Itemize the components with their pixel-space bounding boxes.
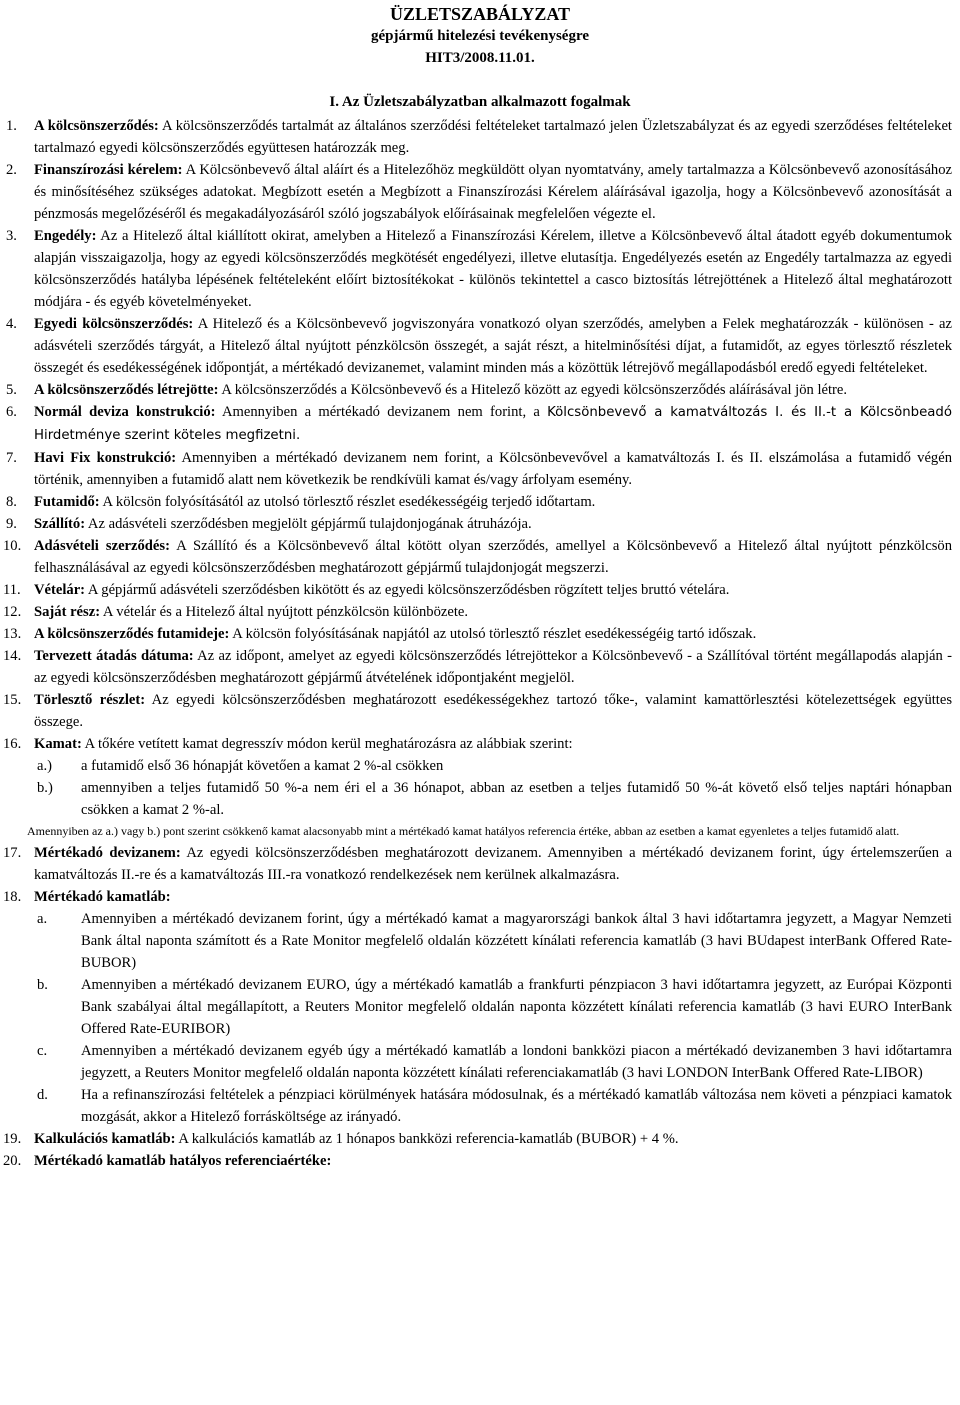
item-text-sans: Kölcsönbevevő a kamatváltozás I. és II.-t a Kölcsönbeadó Hirdetménye szerint köteles megfizetni. xyxy=(34,405,952,443)
item-text: A Hitelező és a Kölcsönbevevő jogviszonyára vonatkozó olyan szerződés, amelyben a Felek meghatározzák - különösen - az adásvételi szerződés tárgyát, a Hitelező által nyújtott pénzkölcsön összegét, a saját részt, a hitelminősítési díjat, a futamidőt, az egyes törlesztő részletek összegét és esedékességének időpontját, a mértékadó devizanemet, valamint minden más a közöttük létrejövő megállapodásból eredő egyedi feltételeket. xyxy=(34,316,952,376)
item-number: 13. xyxy=(3,626,22,642)
definition-item xyxy=(0,447,960,491)
definition-item xyxy=(0,535,960,579)
item-text: Amennyiben a mértékadó devizanem nem forint, a Kölcsönbevevővel a kamatváltozás I. és II. elszámolása a futamidő végén történik, amennyiben a futamidő alatt nem következik be rendkívüli kamat és/vagy árfolyam esemény. xyxy=(34,450,952,488)
definition-item xyxy=(0,842,960,886)
item-term: Finanszírozási kérelem: xyxy=(34,162,183,178)
item-number: 15. xyxy=(3,692,22,708)
definition-item xyxy=(0,886,960,908)
item-term: A kölcsönszerződés létrejötte: xyxy=(34,382,219,398)
definition-item xyxy=(0,401,960,447)
item-number: 14. xyxy=(3,648,22,664)
sub-item-text: Amennyiben a mértékadó devizanem forint, úgy a mértékadó kamat a magyarországi bankok által 3 havi időtartamra jegyzett, a Magyar Nemzeti Bank által naponta számított és a Rate Monitor megfelelő oldalán közzétett kínálati referencia kamatláb (3 havi BUdapest interBank Offered Rate-BUBOR) xyxy=(81,911,952,971)
definition-item xyxy=(0,1128,960,1150)
document-subtitle: gépjármű hitelezési tevékenységre xyxy=(371,28,589,44)
kamatlab-sub-item xyxy=(0,1040,960,1084)
sub-item-label: b. xyxy=(37,977,48,993)
item-number: 2. xyxy=(6,162,17,178)
item-number: 17. xyxy=(3,845,22,861)
sub-item-label: a.) xyxy=(37,758,52,774)
item-text: A kölcsönszerződés a Kölcsönbevevő és a Hitelező között az egyedi kölcsönszerződés aláírásával jön létre. xyxy=(218,382,848,398)
item-text: Amennyiben a mértékadó devizanem nem forint, a xyxy=(215,404,548,420)
kamat-sub-item xyxy=(0,755,960,777)
item-text: A tőkére vetített kamat degresszív módon kerül meghatározásra az alábbiak szerint: xyxy=(81,736,573,752)
item-term: A kölcsönszerződés: xyxy=(34,118,159,134)
definition-item xyxy=(0,645,960,689)
item-term: Adásvételi szerződés: xyxy=(34,538,170,554)
kamatlab-sub-item xyxy=(0,1084,960,1128)
item-number: 19. xyxy=(3,1131,22,1147)
item-term: A kölcsönszerződés futamideje: xyxy=(34,626,230,642)
kamatlab-sub-item xyxy=(0,908,960,974)
definition-item xyxy=(0,1150,960,1172)
definition-item xyxy=(0,513,960,535)
item-number: 11. xyxy=(3,582,21,598)
item-text: Az az időpont, amelyet az egyedi kölcsönszerződés létrejöttekor a Kölcsönbevevő - a Szállítóval történt megállapodás alapján - az egyedi kölcsönszerződésben meghatározott gépjármű átvételének időpontjaként megjelöl. xyxy=(34,648,952,686)
item-text: Az egyedi kölcsönszerződésben meghatározott devizanem. Amennyiben a mértékadó devizanem forint, úgy értelemszerűen a kamatváltozás II.-re és a kamatváltozás III.-ra vonatkozó rendelkezések nem kerülnek alkalmazásra. xyxy=(34,845,953,883)
item-number: 16. xyxy=(3,736,22,752)
item-number: 20. xyxy=(3,1153,22,1169)
definition-item xyxy=(0,159,960,225)
item-term: Szállító: xyxy=(34,516,86,532)
document-title: ÜZLETSZABÁLYZAT xyxy=(389,4,571,24)
item-text: A vételár és a Hitelező által nyújtott pénzkölcsön különbözete. xyxy=(100,604,469,620)
item-number: 7. xyxy=(6,450,17,466)
item-text: A kölcsön folyósításának napjától az utolsó törlesztő részlet esedékességéig tartó időszak. xyxy=(229,626,757,642)
definition-item xyxy=(0,491,960,513)
item-text: A Kölcsönbevevő által aláírt és a Hitelezőhöz megküldött olyan nyomtatvány, amely tartalmazza a Kölcsönbevevő azonosításához és minősítéséhez szükséges adatokat. Megbízott esetén a Megbízott a Finanszírozási Kérelem aláírásával igazolja, hogy a Kölcsönbevevő azonosítását a pénzmosás megelőzéséről és megakadályozásáról szóló jogszabályok előírásainak megfelelően végezte el. xyxy=(34,162,952,222)
kamatlab-sub-item xyxy=(0,974,960,1040)
item-number: 12. xyxy=(3,604,22,620)
sub-item-label: b.) xyxy=(37,780,53,796)
item-text: A Szállító és a Kölcsönbevevő által kötött olyan szerződés, amellyel a Kölcsönbevevő a Hitelező által nyújtott pénzkölcsön felhasználásával az egyedi kölcsönszerződésben meghatározott gépjármű tulajdonjogát megszerzi. xyxy=(34,538,952,576)
sub-item-text: a futamidő első 36 hónapját követően a kamat 2 %-al csökken xyxy=(81,758,444,774)
item-number: 1. xyxy=(6,118,17,134)
section-heading: I. Az Üzletszabályzatban alkalmazott fogalmak xyxy=(329,94,631,110)
kamat-sub-item xyxy=(0,777,960,821)
item-term: Normál deviza konstrukció: xyxy=(34,404,216,420)
sub-item-text: amennyiben a teljes futamidő 50 %-a nem éri el a 36 hónapot, abban az esetben a teljes futamidő 50 %-át követő első teljes naptári hónapban csökken a kamat 2 %-al. xyxy=(81,780,952,818)
sub-item-text: Ha a refinanszírozási feltételek a pénzpiaci körülmények hatására módosulnak, és a mértékadó kamatláb változása nem követi a pénzpiaci kamatok mozgását, akkor a Hitelező forrásköltsége az irányadó. xyxy=(81,1087,952,1125)
item-term: Saját rész: xyxy=(34,604,101,620)
item-term: Futamidő: xyxy=(34,494,100,510)
item-number: 18. xyxy=(3,889,22,905)
item-term: Havi Fix konstrukció: xyxy=(34,450,177,466)
item-term: Tervezett átadás dátuma: xyxy=(34,648,194,664)
item-term: Vételár: xyxy=(34,582,86,598)
item-text: A kölcsön folyósításától az utolsó törlesztő részlet esedékességéig terjedő időtartam. xyxy=(99,494,596,510)
item-text: Az egyedi kölcsönszerződésben meghatározott esedékességekhez tartozó tőke-, valamint kamattörlesztési kötelezettségek együttes összege. xyxy=(34,692,953,730)
definition-item xyxy=(0,579,960,601)
item-term: Törlesztő részlet: xyxy=(34,692,146,708)
kamat-note: Amennyiben az a.) vagy b.) pont szerint csökkenő kamat alacsonyabb mint a mértékadó kamat hatályos referencia értéke, abban az esetben a kamat egyenletes a teljes futamidő alatt. xyxy=(27,824,900,838)
definition-item xyxy=(0,623,960,645)
definitions-list xyxy=(0,115,960,1172)
item-term: Mértékadó kamatláb: xyxy=(34,889,171,905)
item-term: Engedély: xyxy=(34,228,97,244)
item-number: 10. xyxy=(3,538,22,554)
definition-item xyxy=(0,115,960,159)
item-term: Mértékadó devizanem: xyxy=(34,845,181,861)
sub-item-label: d. xyxy=(37,1087,48,1103)
item-number: 8. xyxy=(6,494,17,510)
definition-item xyxy=(0,225,960,313)
item-number: 3. xyxy=(6,228,17,244)
sub-item-label: c. xyxy=(37,1043,48,1059)
item-text: A kölcsönszerződés tartalmát az általános szerződési feltételeket tartalmazó jelen Üzletszabályzat és az egyedi szerződéses feltételeket tartalmazó egyedi kölcsönszerződés együttesen határozzák meg. xyxy=(34,118,952,156)
definition-item xyxy=(0,379,960,401)
item-term: Kamat: xyxy=(34,736,82,752)
item-term: Kalkulációs kamatláb: xyxy=(34,1131,176,1147)
document-code: HIT3/2008.11.01. xyxy=(425,50,535,66)
definition-item xyxy=(0,313,960,379)
sub-item-label: a. xyxy=(37,911,48,927)
item-text: A gépjármű adásvételi szerződésben kikötött és az egyedi kölcsönszerződésben rögzített teljes bruttó vételára. xyxy=(85,582,730,598)
item-number: 6. xyxy=(6,404,17,420)
item-text: Az adásvételi szerződésben megjelölt gépjármű tulajdonjogának átruházója. xyxy=(85,516,532,532)
item-text: Az a Hitelező által kiállított okirat, amelyben a Hitelező a Finanszírozási Kérelem, illetve a Kölcsönbevevő által átadott egyéb dokumentumok alapján visszaigazolja, hogy az egyedi kölcsönszerződés megkötését engedélyezi, illetve elutasítja. Engedélyezés esetén az Engedély tartalmazza az egyedi kölcsönszerződés hatályba lépésének feltételeként előírt biztosítékokat - különös tekintettel a casco biztosítás létrejöttének a Hitelező által meghatározott módjára - és egyéb követelményeket. xyxy=(34,228,952,310)
item-term: Egyedi kölcsönszerződés: xyxy=(34,316,194,332)
item-term: Mértékadó kamatláb hatályos referenciaértéke: xyxy=(34,1153,332,1169)
definition-item xyxy=(0,601,960,623)
sub-item-text: Amennyiben a mértékadó devizanem egyéb úgy a mértékadó kamatláb a londoni bankközi piacon a mértékadó devizanemben 3 havi időtartamra jegyzett, a Reuters Monitor megfelelő oldalán naponta közzétett kínálati referenciakamatláb (3 havi LONDON InterBank Offered Rate-LIBOR) xyxy=(81,1043,952,1081)
item-text: A kalkulációs kamatláb az 1 hónapos bankközi referencia-kamatláb (BUBOR) + 4 %. xyxy=(175,1131,679,1147)
definition-item xyxy=(0,733,960,755)
item-number: 9. xyxy=(6,516,17,532)
sub-item-text: Amennyiben a mértékadó devizanem EURO, úgy a mértékadó kamatláb a frankfurti pénzpiacon 3 havi időtartamra jegyzett, az Európai Központi Bank szabályai által megállapított, a Reuters Monitor megfelelő oldalán naponta közzétett kínálati referencia kamatláb (3 havi EURO InterBank Offered Rate-EURIBOR) xyxy=(81,977,952,1037)
item-number: 4. xyxy=(6,316,17,332)
definition-item xyxy=(0,689,960,733)
item-number: 5. xyxy=(6,382,17,398)
